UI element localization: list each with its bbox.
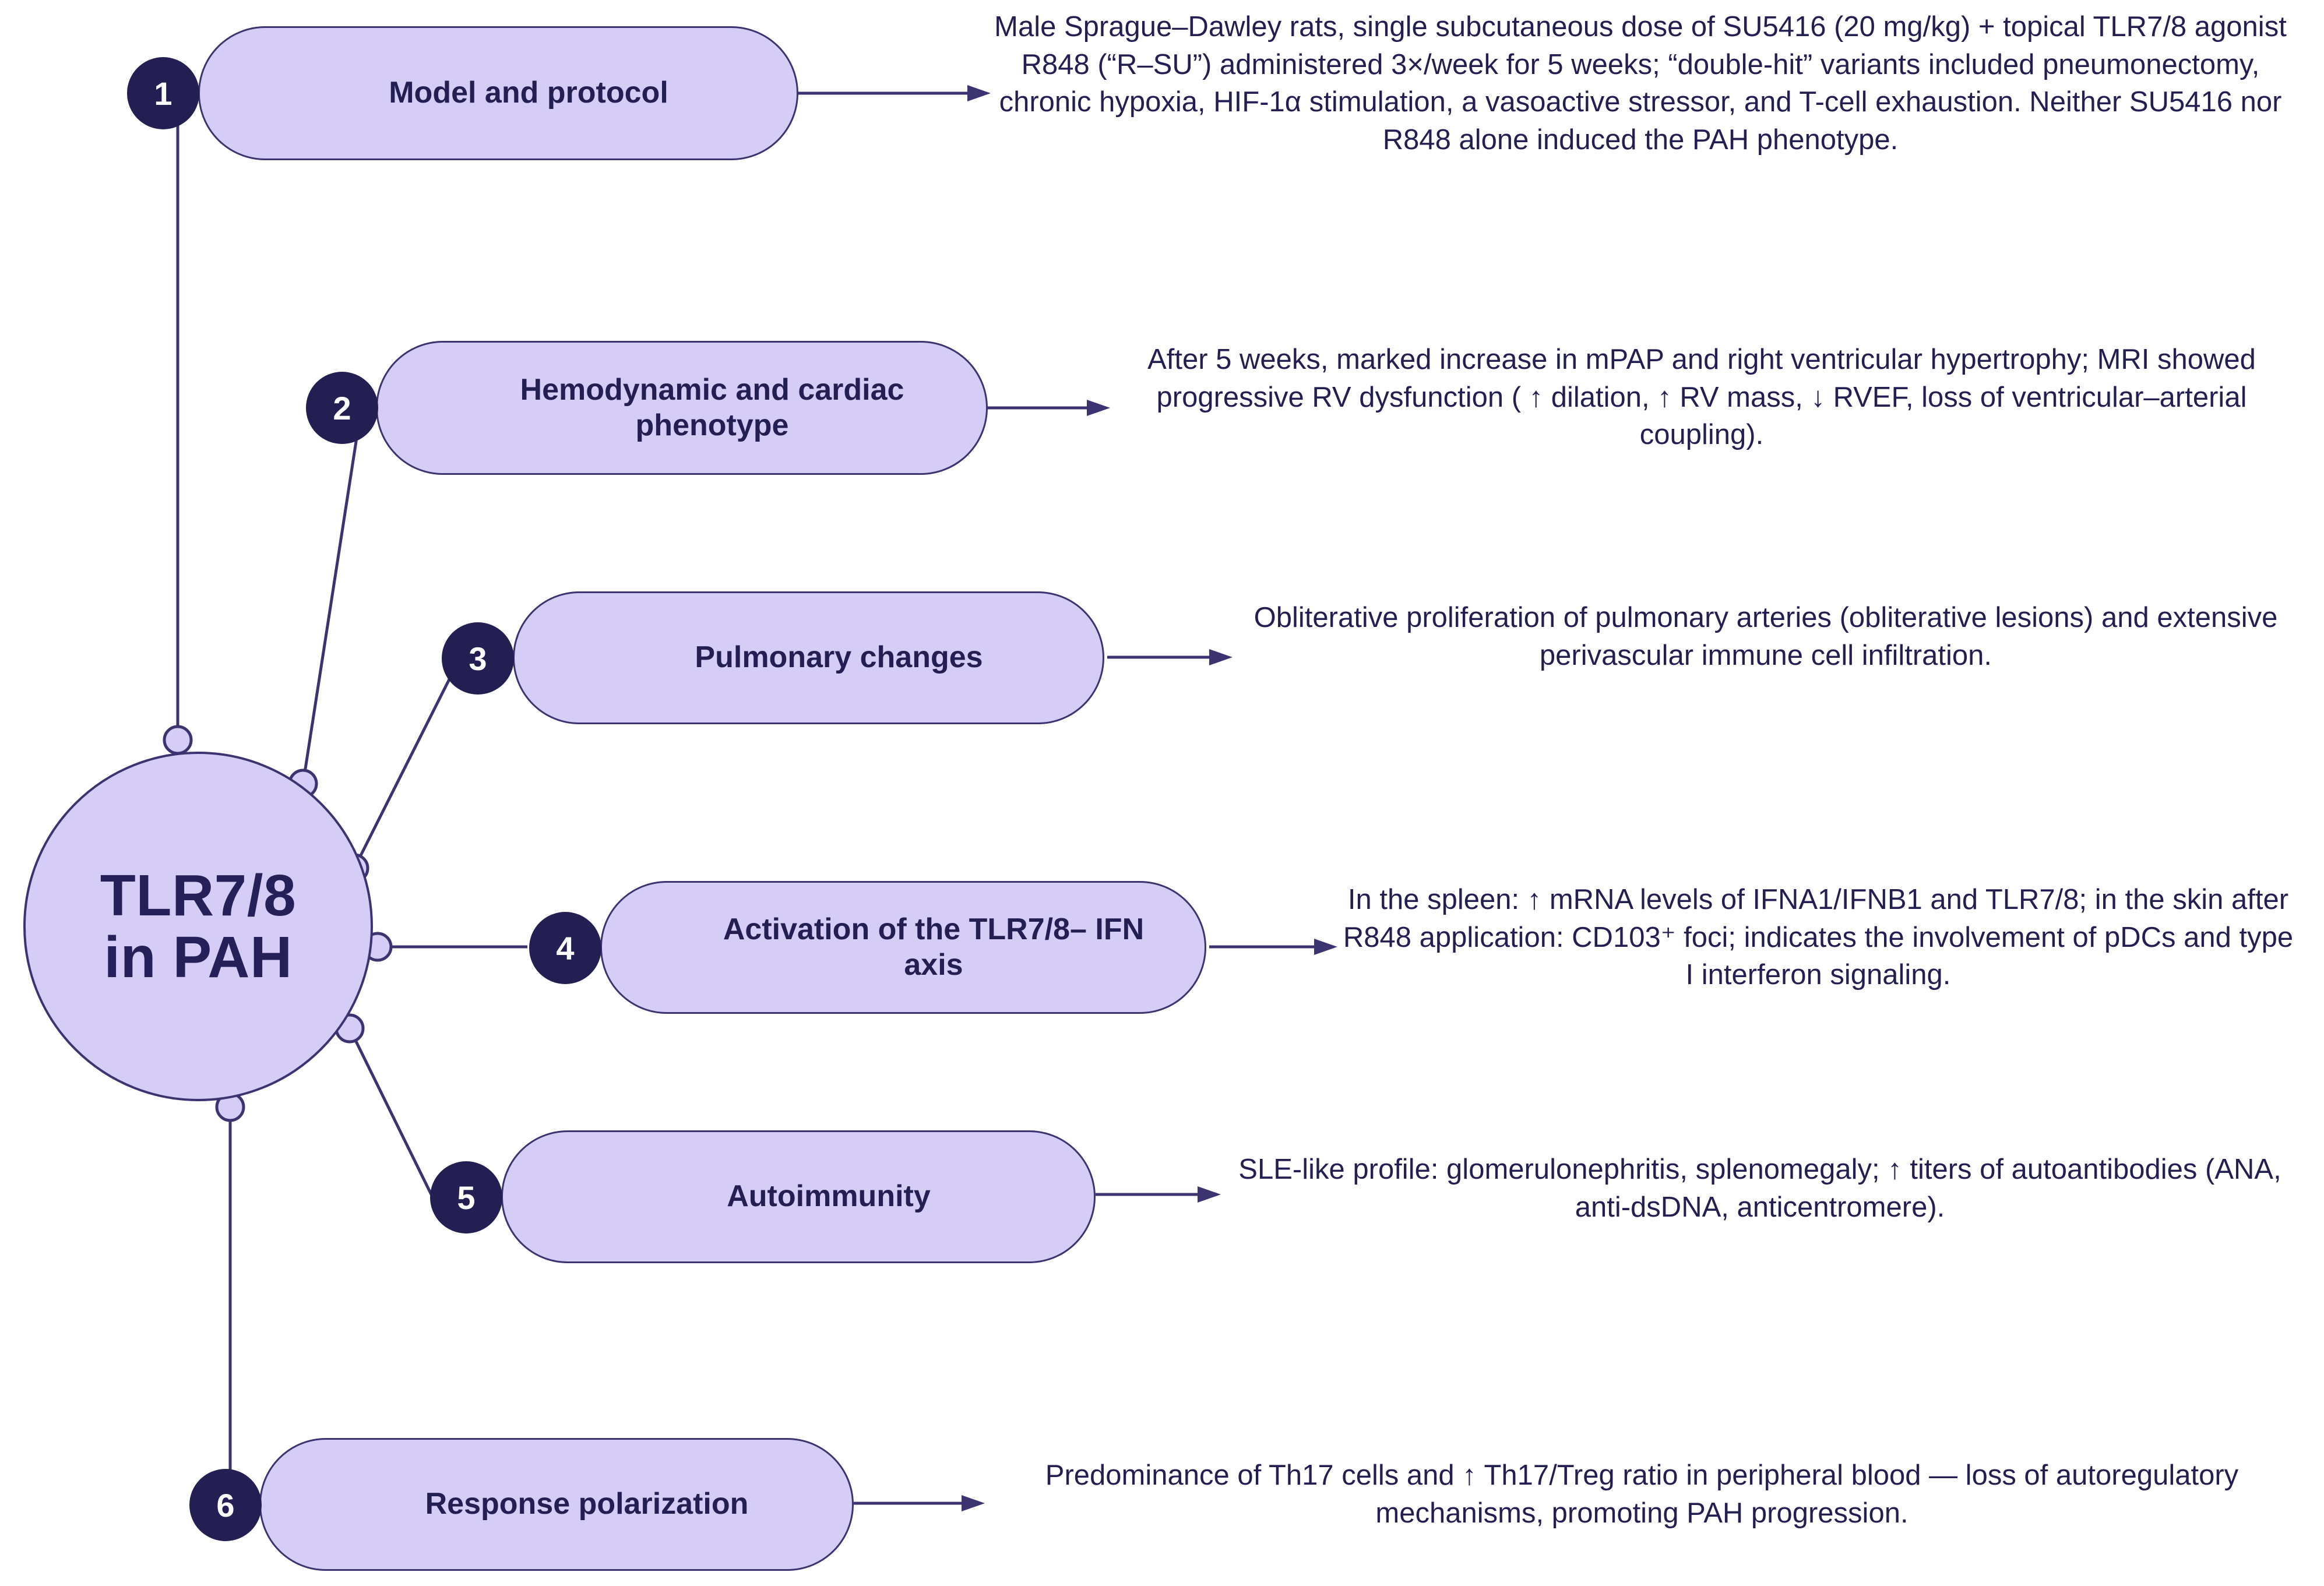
item-2-number: 2: [333, 389, 351, 427]
item-1-number: 1: [154, 75, 172, 112]
item-6-title: Response polarization: [425, 1487, 749, 1521]
item-3-title: Pulmonary changes: [695, 640, 983, 675]
hub-label: [100, 865, 296, 988]
item-1-title: Model and protocol: [389, 76, 668, 110]
arrow-head-1: [967, 85, 991, 101]
item-4-number: 4: [556, 929, 575, 967]
item-5-pill[interactable]: [501, 1130, 1096, 1263]
item-4-description: In the spleen: ↑ mRNA levels of IFNA1/IFNB1 and TLR7/8; in the skin after R848 application: CD103⁺ foci; indicates the involvement of pDCs and type I interferon signaling.: [1343, 884, 2294, 991]
item-5-number: 5: [457, 1179, 476, 1216]
arrow-head-3: [1209, 649, 1233, 665]
hub-label-line2: in PAH: [104, 925, 293, 990]
item-4-badge: [529, 912, 601, 984]
item-3-badge: [442, 622, 514, 695]
item-2-description: After 5 weeks, marked increase in mPAP and right ventricular hypertrophy; MRI showed progressive RV dysfunction ( ↑ dilation, ↑ RV mass, ↓ RVEF, loss of ventricular–arterial coupling).: [1147, 344, 2256, 451]
item-2-pill[interactable]: [376, 341, 988, 475]
item-2-title: Hemodynamic and cardiac phenotype: [520, 372, 904, 442]
item-5-description: SLE-like profile: glomerulonephritis, splenomegaly; ↑ titers of autoantibodies (ANA, anti-dsDNA, anticentromere).: [1238, 1154, 2281, 1223]
item-6-number: 6: [216, 1486, 235, 1524]
item-1-pill[interactable]: [198, 26, 798, 160]
hub-node-1: [164, 727, 191, 753]
item-3-number: 3: [469, 640, 487, 677]
item-5-title: Autoimmunity: [727, 1179, 931, 1214]
item-3-pill[interactable]: [513, 591, 1104, 724]
item-4-pill[interactable]: [600, 881, 1206, 1014]
item-5-badge: [430, 1161, 502, 1233]
item-2-badge: [306, 372, 378, 444]
item-1-badge: [127, 57, 199, 129]
item-3-description: Obliterative proliferation of pulmonary arteries (obliterative lesions) and extensive perivascular immune cell infiltration.: [1253, 602, 2278, 671]
connector-5: [350, 1028, 431, 1194]
arrow-head-2: [1087, 400, 1110, 416]
connector-3: [354, 657, 460, 868]
item-6-pill[interactable]: [259, 1438, 854, 1571]
connector-2: [303, 408, 361, 784]
hub-label-line1: TLR7/8: [100, 863, 297, 928]
item-4-title: Activation of the TLR7/8– IFN axis: [723, 912, 1145, 982]
item-1-description: Male Sprague–Dawley rats, single subcutaneous dose of SU5416 (20 mg/kg) + topical TLR7/8 agonist R848 (“R–SU”) administered 3×/week for 5 weeks; “double-hit” variants included pneumonectomy, chronic hypoxia, HIF-1α stimulation, a vasoactive stressor, and T-cell exhaustion. Neither SU5416 nor R848 alone induced the PAH phenotype.: [994, 11, 2287, 156]
item-6-badge: [189, 1469, 262, 1541]
arrow-head-6: [962, 1495, 985, 1511]
arrow-head-5: [1198, 1186, 1221, 1203]
arrow-head-4: [1314, 939, 1337, 955]
hub-node: [23, 752, 373, 1101]
item-6-description: Predominance of Th17 cells and ↑ Th17/Treg ratio in peripheral blood — loss of autoregulatory mechanisms, promoting PAH progression.: [1045, 1460, 2239, 1529]
